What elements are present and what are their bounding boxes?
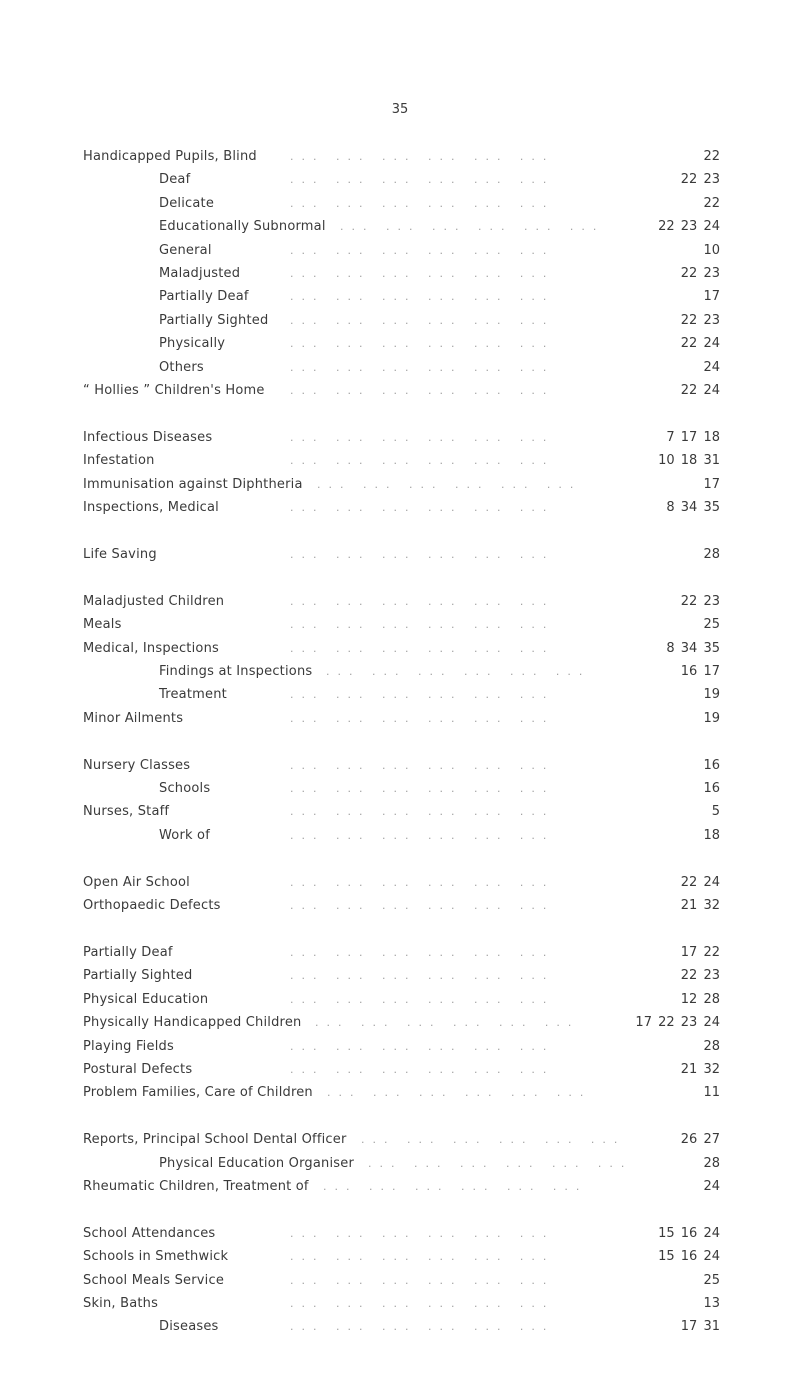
entry-label: Minor Ailments (83, 710, 184, 726)
index-subentry (0, 356, 800, 379)
entry-label: General (159, 242, 212, 258)
dot-leader: ... ... ... ... ... ... (361, 1133, 626, 1147)
dot-leader: ... ... ... ... ... ... (290, 805, 555, 819)
entry-label: Reports, Principal School Dental Officer (83, 1132, 347, 1148)
index-entry (0, 754, 800, 777)
entry-pages: 17 22 23 24 (635, 1015, 720, 1031)
index-entry (0, 449, 800, 472)
index-group (0, 941, 800, 1105)
index-entry (0, 871, 800, 894)
index-group (0, 543, 800, 566)
dot-leader: ... ... ... ... ... ... (290, 547, 555, 561)
entry-pages: 28 (703, 1155, 720, 1171)
entry-pages: 22 24 (680, 336, 720, 352)
index-entry (0, 1175, 800, 1198)
entry-pages: 17 31 (680, 1319, 720, 1335)
index-group (0, 145, 800, 402)
dot-leader: ... ... ... ... ... ... (290, 266, 555, 280)
entry-label: Diseases (159, 1319, 219, 1335)
entry-pages: 22 (703, 195, 720, 211)
index-entry (0, 1128, 800, 1151)
dot-leader: ... ... ... ... ... ... (290, 992, 555, 1006)
index-subentry (0, 215, 800, 238)
index-subentry (0, 332, 800, 355)
dot-leader: ... ... ... ... ... ... (290, 1297, 555, 1311)
entry-label: Delicate (159, 195, 215, 211)
entry-pages: 15 16 24 (658, 1249, 720, 1265)
dot-leader: ... ... ... ... ... ... (290, 641, 555, 655)
entry-pages: 22 23 (680, 172, 720, 188)
entry-pages: 22 23 (680, 265, 720, 281)
entry-label: Partially Sighted (159, 312, 269, 328)
dot-leader: ... ... ... ... ... ... (290, 899, 555, 913)
index-group (0, 1128, 800, 1198)
entry-pages: 16 (703, 780, 720, 796)
dot-leader: ... ... ... ... ... ... (323, 1179, 588, 1193)
index-subentry (0, 239, 800, 262)
index-entry (0, 473, 800, 496)
entry-label: Meals (83, 617, 122, 633)
dot-leader: ... ... ... ... ... ... (290, 337, 555, 351)
dot-leader: ... ... ... ... ... ... (290, 758, 555, 772)
entry-label: Physically (159, 336, 226, 352)
index-group (0, 426, 800, 520)
dot-leader: ... ... ... ... ... ... (290, 360, 555, 374)
entry-label: Open Air School (83, 874, 190, 890)
dot-leader: ... ... ... ... ... ... (326, 664, 591, 678)
index-subentry (0, 824, 800, 847)
entry-pages: 8 34 35 (666, 499, 720, 515)
entry-label: Partially Sighted (83, 968, 193, 984)
dot-leader: ... ... ... ... ... ... (315, 1016, 580, 1030)
dot-leader: ... ... ... ... ... ... (290, 313, 555, 327)
entry-label: Educationally Subnormal (159, 219, 326, 235)
dot-leader: ... ... ... ... ... ... (290, 383, 555, 397)
entry-label: Schools (159, 780, 211, 796)
dot-leader: ... ... ... ... ... ... (290, 173, 555, 187)
index-subentry (0, 1315, 800, 1338)
index-entry (0, 1222, 800, 1245)
index-entry (0, 613, 800, 636)
entry-pages: 7 17 18 (666, 429, 720, 445)
entry-label: Orthopaedic Defects (83, 898, 221, 914)
entry-label: Skin, Baths (83, 1296, 159, 1312)
entry-label: Partially Deaf (83, 944, 173, 960)
index-subentry (0, 262, 800, 285)
entry-pages: 25 (703, 1272, 720, 1288)
index-subentry (0, 309, 800, 332)
page-number: 35 (391, 102, 409, 117)
entry-pages: 19 (703, 687, 720, 703)
entry-label: “ Hollies ” Children's Home (83, 382, 265, 398)
dot-leader: ... ... ... ... ... ... (317, 477, 582, 491)
dot-leader: ... ... ... ... ... ... (368, 1156, 633, 1170)
index-entry (0, 426, 800, 449)
entry-label: Handicapped Pupils, Blind (83, 149, 257, 164)
dot-leader: ... ... ... ... ... ... (290, 618, 555, 632)
entry-label: Maladjusted (159, 265, 241, 281)
entry-pages: 24 (703, 359, 720, 375)
dot-leader: ... ... ... ... ... ... (290, 500, 555, 514)
index-entry (0, 964, 800, 987)
entry-label: Physical Education Organiser (159, 1155, 355, 1171)
entry-label: Schools in Smethwick (83, 1249, 229, 1265)
entry-pages: 25 (703, 617, 720, 633)
entry-label: Others (159, 359, 204, 375)
dot-leader: ... ... ... ... ... ... (290, 1320, 555, 1334)
entry-pages: 13 (703, 1296, 720, 1312)
entry-pages: 8 34 35 (666, 640, 720, 656)
index-entry (0, 1245, 800, 1268)
entry-pages: 22 24 (680, 382, 720, 398)
index-entry (0, 894, 800, 917)
entry-pages: 22 23 (680, 968, 720, 984)
entry-label: Physically Handicapped Children (83, 1015, 302, 1031)
entry-label: Treatment (159, 687, 227, 703)
index-subentry (0, 683, 800, 706)
index-entry (0, 941, 800, 964)
dot-leader: ... ... ... ... ... ... (290, 688, 555, 702)
index-entry (0, 145, 800, 168)
entry-label: Partially Deaf (159, 289, 249, 305)
entry-pages: 19 (703, 710, 720, 726)
dot-leader: ... ... ... ... ... ... (290, 243, 555, 257)
index-group (0, 590, 800, 730)
entry-pages: 28 (703, 546, 720, 562)
dot-leader: ... ... ... ... ... ... (290, 150, 555, 163)
index-entry (0, 496, 800, 519)
entry-pages: 17 (703, 476, 720, 492)
entry-pages: 18 (703, 827, 720, 843)
entry-pages: 15 16 24 (658, 1225, 720, 1241)
dot-leader: ... ... ... ... ... ... (290, 454, 555, 468)
dot-leader: ... ... ... ... ... ... (290, 875, 555, 889)
index-entry (0, 1292, 800, 1315)
entry-label: Infectious Diseases (83, 429, 213, 445)
dot-leader: ... ... ... ... ... ... (290, 945, 555, 959)
dot-leader: ... ... ... ... ... ... (290, 1039, 555, 1053)
index-entry (0, 543, 800, 566)
dot-leader: ... ... ... ... ... ... (340, 220, 605, 234)
entry-pages: 21 32 (680, 1061, 720, 1077)
index-entry (0, 1081, 800, 1104)
entry-label: Life Saving (83, 546, 157, 562)
dot-leader: ... ... ... ... ... ... (290, 594, 555, 608)
entry-pages: 22 23 (680, 312, 720, 328)
entry-pages: 16 (703, 757, 720, 773)
entry-label: Rheumatic Children, Treatment of (83, 1178, 309, 1194)
entry-label: Physical Education (83, 991, 209, 1007)
entry-pages: 10 (703, 242, 720, 258)
index-entry (0, 590, 800, 613)
index-subentry (0, 192, 800, 215)
index-group (0, 754, 800, 848)
entry-pages: 22 24 (680, 874, 720, 890)
index-subentry (0, 777, 800, 800)
index-entry (0, 1011, 800, 1034)
entry-label: Maladjusted Children (83, 593, 225, 609)
dot-leader: ... ... ... ... ... ... (290, 1226, 555, 1240)
dot-leader: ... ... ... ... ... ... (290, 969, 555, 983)
index-entry (0, 988, 800, 1011)
index-group (0, 1222, 800, 1339)
entry-label: Immunisation against Diphtheria (83, 476, 303, 492)
dot-leader: ... ... ... ... ... ... (327, 1086, 592, 1100)
entry-pages: 28 (703, 1038, 720, 1054)
entry-pages: 10 18 31 (658, 453, 720, 469)
dot-leader: ... ... ... ... ... ... (290, 711, 555, 725)
subject-index (0, 145, 800, 1362)
entry-label: Postural Defects (83, 1061, 193, 1077)
dot-leader: ... ... ... ... ... ... (290, 1062, 555, 1076)
entry-pages: 12 28 (680, 991, 720, 1007)
entry-pages: 16 17 (680, 663, 720, 679)
dot-leader: ... ... ... ... ... ... (290, 781, 555, 795)
dot-leader: ... ... ... ... ... ... (290, 1273, 555, 1287)
index-entry (0, 1058, 800, 1081)
entry-label: Infestation (83, 453, 155, 469)
entry-label: Findings at Inspections (159, 663, 313, 679)
dot-leader: ... ... ... ... ... ... (290, 196, 555, 210)
entry-pages: 11 (703, 1085, 720, 1101)
entry-label: School Attendances (83, 1225, 216, 1241)
entry-label: School Meals Service (83, 1272, 225, 1288)
entry-pages: 22 23 24 (658, 219, 720, 235)
entry-label: Medical, Inspections (83, 640, 219, 656)
index-subentry (0, 660, 800, 683)
dot-leader: ... ... ... ... ... ... (290, 430, 555, 444)
index-entry (0, 800, 800, 823)
index-entry (0, 1269, 800, 1292)
dot-leader: ... ... ... ... ... ... (290, 290, 555, 304)
entry-label: Nursery Classes (83, 757, 191, 773)
entry-pages: 5 (711, 804, 720, 820)
index-entry (0, 1035, 800, 1058)
index-subentry (0, 168, 800, 191)
entry-label: Work of (159, 827, 210, 843)
index-entry (0, 707, 800, 730)
entry-label: Playing Fields (83, 1038, 174, 1054)
entry-pages: 22 (703, 149, 720, 164)
entry-pages: 17 22 (680, 944, 720, 960)
entry-label: Inspections, Medical (83, 499, 219, 515)
dot-leader: ... ... ... ... ... ... (290, 1250, 555, 1264)
index-entry (0, 379, 800, 402)
entry-pages: 17 (703, 289, 720, 305)
entry-label: Nurses, Staff (83, 804, 170, 820)
entry-pages: 24 (703, 1178, 720, 1194)
entry-label: Deaf (159, 172, 191, 188)
entry-pages: 21 32 (680, 898, 720, 914)
dot-leader: ... ... ... ... ... ... (290, 828, 555, 842)
entry-pages: 26 27 (680, 1132, 720, 1148)
index-entry (0, 637, 800, 660)
index-subentry (0, 285, 800, 308)
index-subentry (0, 1152, 800, 1175)
entry-label: Problem Families, Care of Children (83, 1085, 313, 1101)
index-group (0, 871, 800, 918)
entry-pages: 22 23 (680, 593, 720, 609)
